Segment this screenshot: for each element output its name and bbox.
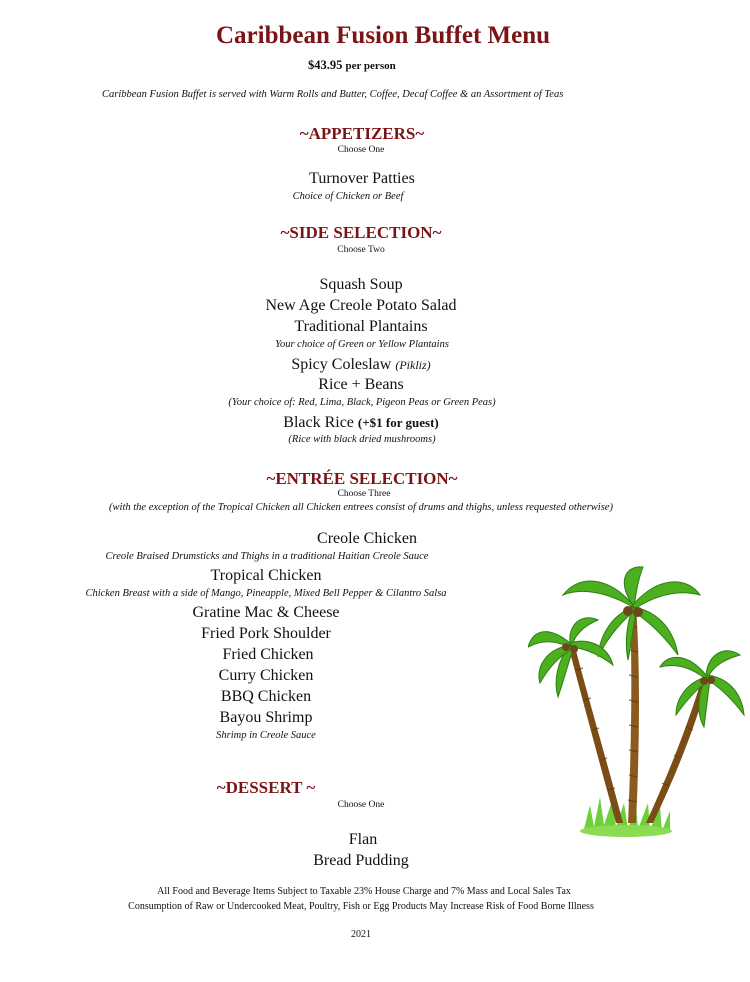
menu-item-plantains: Traditional Plantains [294, 318, 428, 335]
menu-item-bayou-shrimp: Bayou Shrimp [219, 709, 313, 726]
item-desc: Chicken Breast with a side of Mango, Pineapple, Mixed Bell Pepper & Cilantro Salsa [85, 588, 447, 599]
menu-item-rice-beans: Rice + Beans [318, 376, 404, 393]
section-dessert: ~DESSERT ~ [216, 778, 316, 797]
served-note: Caribbean Fusion Buffet is served with Warm Rolls and Butter, Coffee, Decaf Coffee & an Assortment of Teas [102, 89, 564, 100]
item-suffix: (+$1 for guest) [357, 415, 439, 430]
sides-choose: Choose Two [337, 245, 385, 255]
palm-trunk-icon [568, 605, 709, 823]
palm-trees-illustration [528, 565, 746, 837]
menu-item-potato-salad: New Age Creole Potato Salad [265, 297, 457, 314]
item-suffix: (Pikliz) [395, 358, 431, 372]
item-desc: Your choice of Green or Yellow Plantains [275, 339, 449, 350]
menu-item-bbq-chicken: BBQ Chicken [220, 688, 312, 705]
entrees-choose: Choose Three [337, 489, 391, 499]
menu-title: Caribbean Fusion Buffet Menu [216, 22, 551, 49]
item-desc: Creole Braised Drumsticks and Thighs in a traditional Haitian Creole Sauce [105, 551, 429, 562]
item-desc: (Your choice of: Red, Lima, Black, Pigeon Peas or Green Peas) [228, 397, 496, 408]
dessert-choose: Choose One [337, 800, 385, 810]
item-name: Spicy Coleslaw [291, 356, 392, 373]
price [308, 58, 396, 73]
item-desc: Choice of Chicken or Beef [292, 191, 404, 202]
menu-item-fried-chicken: Fried Chicken [222, 646, 314, 663]
footer-tax-note: All Food and Beverage Items Subject to Taxable 23% House Charge and 7% Mass and Local Sales Tax [157, 886, 571, 897]
menu-item-mac-cheese: Gratine Mac & Cheese [192, 604, 340, 621]
item-name: Black Rice [283, 414, 354, 431]
section-sides: ~SIDE SELECTION~ [280, 223, 442, 242]
section-appetizers: ~APPETIZERS~ [299, 124, 425, 143]
menu-item-turnover-patties: Turnover Patties [309, 170, 415, 187]
entrees-note: (with the exception of the Tropical Chicken all Chicken entrees consist of drums and thighs, unless requested otherwise) [109, 502, 613, 513]
menu-item-flan: Flan [348, 831, 378, 848]
item-desc: (Rice with black dried mushrooms) [288, 434, 436, 445]
menu-item-squash-soup: Squash Soup [319, 276, 403, 293]
menu-item-bread-pudding: Bread Pudding [313, 852, 409, 869]
price-amount: $43.95 [308, 58, 343, 72]
menu-item-creole-chicken: Creole Chicken [317, 530, 417, 547]
menu-item-coleslaw [291, 356, 430, 374]
menu-item-curry-chicken: Curry Chicken [218, 667, 314, 684]
menu-item-tropical-chicken: Tropical Chicken [210, 567, 322, 584]
menu-item-pork-shoulder: Fried Pork Shoulder [201, 625, 331, 642]
footer-year: 2021 [351, 929, 371, 940]
price-unit: per person [345, 60, 396, 72]
menu-item-black-rice [283, 414, 438, 432]
item-desc: Shrimp in Creole Sauce [216, 730, 316, 741]
section-entrees: ~ENTRÉE SELECTION~ [266, 469, 458, 488]
footer-health-warning: Consumption of Raw or Undercooked Meat, Poultry, Fish or Egg Products May Increase Risk of Food Borne Illness [128, 901, 594, 912]
appetizers-choose: Choose One [337, 145, 385, 155]
